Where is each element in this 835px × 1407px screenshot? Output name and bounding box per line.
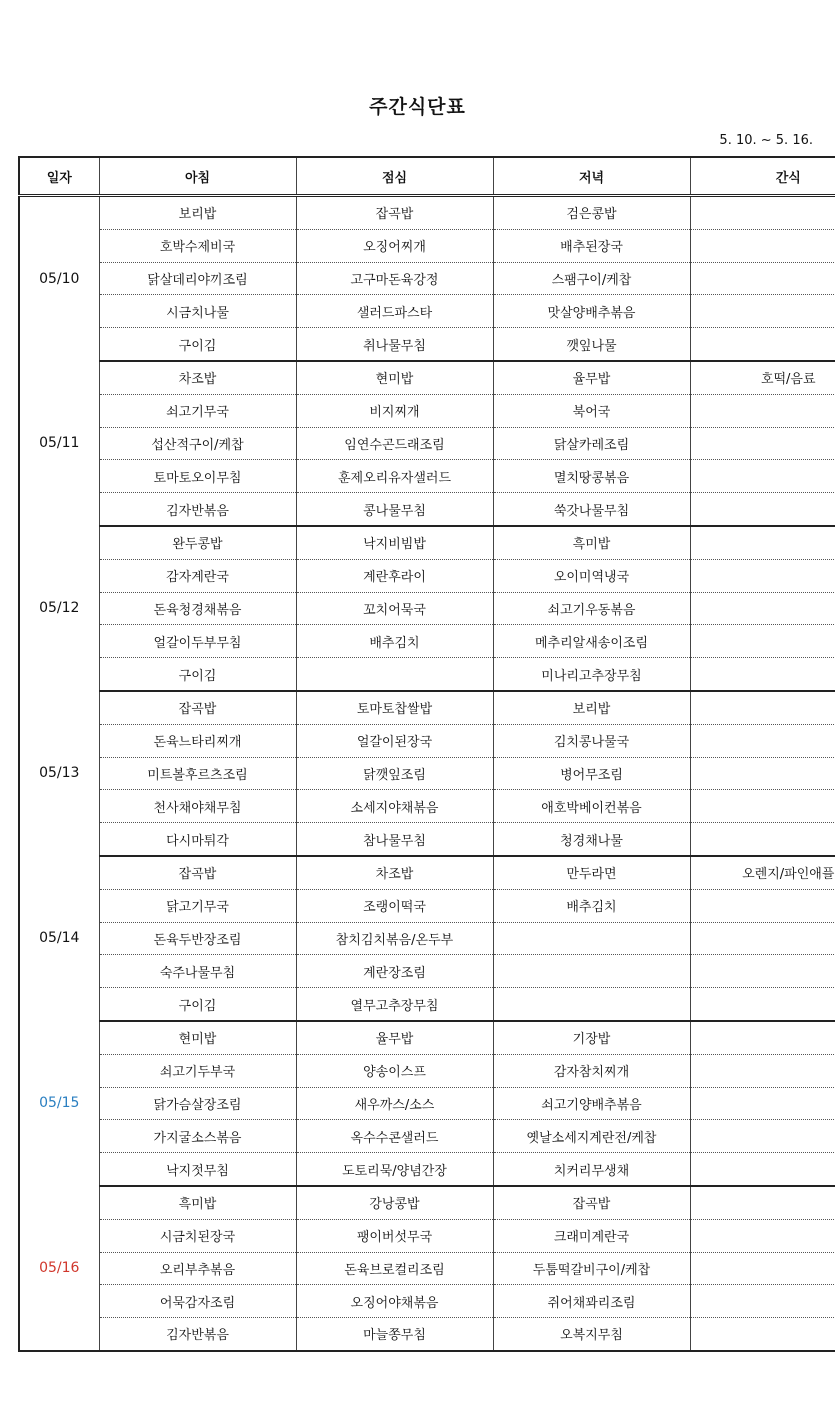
dinner-cell: 오복지무침	[493, 1318, 690, 1351]
snack-cell	[690, 757, 835, 790]
table-row	[19, 196, 835, 230]
breakfast-cell: 가지굴소스볶음	[99, 1120, 296, 1153]
lunch-cell: 꼬치어묵국	[296, 592, 493, 625]
snack-cell	[690, 1087, 835, 1120]
breakfast-cell: 잡곡밥	[99, 856, 296, 889]
table-row	[19, 856, 835, 889]
breakfast-cell: 낙지젓무침	[99, 1153, 296, 1186]
dinner-cell: 율무밥	[493, 361, 690, 394]
table-row	[19, 757, 835, 790]
breakfast-cell: 닭살데리야끼조림	[99, 262, 296, 295]
dinner-cell: 맛살양배추볶음	[493, 295, 690, 328]
table-row	[19, 691, 835, 724]
snack-cell	[690, 823, 835, 856]
lunch-cell	[296, 658, 493, 691]
lunch-cell: 양송이스프	[296, 1054, 493, 1087]
date-range: 5. 10. ~ 5. 16.	[719, 133, 813, 148]
table-row	[19, 460, 835, 493]
snack-cell	[690, 1021, 835, 1054]
dinner-cell: 미나리고추장무침	[493, 658, 690, 691]
lunch-cell: 토마토찹쌀밥	[296, 691, 493, 724]
snack-cell	[690, 955, 835, 988]
snack-cell	[690, 724, 835, 757]
table-row	[19, 1054, 835, 1087]
snack-cell	[690, 691, 835, 724]
breakfast-cell: 미트볼후르츠조림	[99, 757, 296, 790]
dinner-cell: 만두라면	[493, 856, 690, 889]
snack-cell	[690, 922, 835, 955]
snack-cell	[690, 790, 835, 823]
snack-cell	[690, 1219, 835, 1252]
page-title: 주간식단표	[369, 96, 466, 118]
dinner-cell: 스팸구이/케찹	[493, 262, 690, 295]
weekly-menu-table	[18, 156, 835, 1352]
breakfast-cell: 쇠고기무국	[99, 394, 296, 427]
dinner-cell: 김치콩나물국	[493, 724, 690, 757]
breakfast-cell: 돈육청경채볶음	[99, 592, 296, 625]
breakfast-cell: 다시마튀각	[99, 823, 296, 856]
snack-cell	[690, 1186, 835, 1219]
breakfast-cell: 쇠고기두부국	[99, 1054, 296, 1087]
dinner-cell: 두툼떡갈비구이/케찹	[493, 1252, 690, 1285]
snack-cell	[690, 1054, 835, 1087]
table-row	[19, 1252, 835, 1285]
lunch-cell: 계란후라이	[296, 559, 493, 592]
breakfast-cell: 천사채야채무침	[99, 790, 296, 823]
lunch-cell: 새우까스/소스	[296, 1087, 493, 1120]
date-cell: 05/16	[19, 1186, 99, 1351]
lunch-cell: 낙지비빔밥	[296, 526, 493, 559]
table-row	[19, 1120, 835, 1153]
snack-cell	[690, 427, 835, 460]
dinner-cell: 오이미역냉국	[493, 559, 690, 592]
snack-cell	[690, 1285, 835, 1318]
lunch-cell: 콩나물무침	[296, 493, 493, 526]
lunch-cell: 잡곡밥	[296, 196, 493, 230]
dinner-cell: 쇠고기양배추볶음	[493, 1087, 690, 1120]
table-row	[19, 262, 835, 295]
dinner-cell: 옛날소세지계란전/케찹	[493, 1120, 690, 1153]
dinner-cell	[493, 988, 690, 1021]
snack-cell	[690, 988, 835, 1021]
dinner-cell	[493, 922, 690, 955]
lunch-cell: 도토리묵/양념간장	[296, 1153, 493, 1186]
table-row	[19, 724, 835, 757]
table-row	[19, 922, 835, 955]
breakfast-cell: 돈육두반장조림	[99, 922, 296, 955]
date-cell: 05/11	[19, 361, 99, 526]
dinner-cell: 닭살카레조림	[493, 427, 690, 460]
table-row	[19, 493, 835, 526]
snack-cell	[690, 559, 835, 592]
lunch-cell: 조랭이떡국	[296, 889, 493, 922]
breakfast-cell: 닭가슴살장조림	[99, 1087, 296, 1120]
table-row	[19, 1153, 835, 1186]
lunch-cell: 돈육브로컬리조림	[296, 1252, 493, 1285]
breakfast-cell: 호박수제비국	[99, 229, 296, 262]
snack-cell	[690, 1153, 835, 1186]
dinner-cell: 잡곡밥	[493, 1186, 690, 1219]
breakfast-cell: 구이김	[99, 988, 296, 1021]
table-row	[19, 1087, 835, 1120]
snack-cell	[690, 460, 835, 493]
snack-cell	[690, 625, 835, 658]
lunch-cell: 마늘쫑무침	[296, 1318, 493, 1351]
breakfast-cell: 어묵감자조림	[99, 1285, 296, 1318]
menu-body	[19, 196, 835, 1351]
breakfast-cell: 잡곡밥	[99, 691, 296, 724]
table-row	[19, 658, 835, 691]
table-row	[19, 1186, 835, 1219]
snack-cell	[690, 229, 835, 262]
table-row	[19, 790, 835, 823]
table-row	[19, 1219, 835, 1252]
table-row	[19, 361, 835, 394]
date-cell: 05/14	[19, 856, 99, 1021]
header-breakfast: 아침	[99, 157, 296, 196]
breakfast-cell: 돈육느타리찌개	[99, 724, 296, 757]
lunch-cell: 임연수곤드래조림	[296, 427, 493, 460]
dinner-cell: 감자참치찌개	[493, 1054, 690, 1087]
table-row	[19, 592, 835, 625]
dinner-cell: 기장밥	[493, 1021, 690, 1054]
snack-cell	[690, 526, 835, 559]
dinner-cell: 흑미밥	[493, 526, 690, 559]
lunch-cell: 오징어야채볶음	[296, 1285, 493, 1318]
breakfast-cell: 흑미밥	[99, 1186, 296, 1219]
dinner-cell: 보리밥	[493, 691, 690, 724]
lunch-cell: 취나물무침	[296, 328, 493, 361]
breakfast-cell: 감자계란국	[99, 559, 296, 592]
table-row	[19, 526, 835, 559]
dinner-cell: 깻잎나물	[493, 328, 690, 361]
lunch-cell: 오징어찌개	[296, 229, 493, 262]
table-row	[19, 427, 835, 460]
header-dinner: 저녁	[493, 157, 690, 196]
dinner-cell: 쇠고기우동볶음	[493, 592, 690, 625]
lunch-cell: 소세지야채볶음	[296, 790, 493, 823]
snack-cell	[690, 295, 835, 328]
snack-cell	[690, 1120, 835, 1153]
breakfast-cell: 차조밥	[99, 361, 296, 394]
date-cell: 05/15	[19, 1021, 99, 1186]
date-cell: 05/12	[19, 526, 99, 691]
breakfast-cell: 섭산적구이/케찹	[99, 427, 296, 460]
table-row	[19, 559, 835, 592]
lunch-cell: 옥수수콘샐러드	[296, 1120, 493, 1153]
table-row	[19, 295, 835, 328]
table-row	[19, 955, 835, 988]
lunch-cell: 닭깻잎조림	[296, 757, 493, 790]
lunch-cell: 비지찌개	[296, 394, 493, 427]
lunch-cell: 율무밥	[296, 1021, 493, 1054]
snack-cell: 호떡/음료	[690, 361, 835, 394]
dinner-cell: 배추김치	[493, 889, 690, 922]
table-row	[19, 1285, 835, 1318]
lunch-cell: 열무고추장무침	[296, 988, 493, 1021]
dinner-cell: 치커리무생채	[493, 1153, 690, 1186]
snack-cell	[690, 262, 835, 295]
table-row	[19, 394, 835, 427]
lunch-cell: 현미밥	[296, 361, 493, 394]
dinner-cell: 검은콩밥	[493, 196, 690, 230]
lunch-cell: 차조밥	[296, 856, 493, 889]
breakfast-cell: 오리부추볶음	[99, 1252, 296, 1285]
snack-cell	[690, 493, 835, 526]
table-row	[19, 1318, 835, 1351]
lunch-cell: 팽이버섯무국	[296, 1219, 493, 1252]
lunch-cell: 강낭콩밥	[296, 1186, 493, 1219]
table-row	[19, 823, 835, 856]
lunch-cell: 훈제오리유자샐러드	[296, 460, 493, 493]
table-row	[19, 889, 835, 922]
dinner-cell: 크래미계란국	[493, 1219, 690, 1252]
breakfast-cell: 현미밥	[99, 1021, 296, 1054]
snack-cell	[690, 1252, 835, 1285]
dinner-cell: 애호박베이컨볶음	[493, 790, 690, 823]
lunch-cell: 계란장조림	[296, 955, 493, 988]
table-row	[19, 988, 835, 1021]
breakfast-cell: 시금치나물	[99, 295, 296, 328]
breakfast-cell: 토마토오이무침	[99, 460, 296, 493]
breakfast-cell: 숙주나물무침	[99, 955, 296, 988]
breakfast-cell: 구이김	[99, 328, 296, 361]
breakfast-cell: 시금치된장국	[99, 1219, 296, 1252]
breakfast-cell: 보리밥	[99, 196, 296, 230]
dinner-cell: 청경채나물	[493, 823, 690, 856]
date-cell: 05/10	[19, 196, 99, 361]
dinner-cell: 배추된장국	[493, 229, 690, 262]
breakfast-cell: 김자반볶음	[99, 493, 296, 526]
breakfast-cell: 얼갈이두부무침	[99, 625, 296, 658]
dinner-cell: 멸치땅콩볶음	[493, 460, 690, 493]
lunch-cell: 배추김치	[296, 625, 493, 658]
dinner-cell: 메추리알새송이조림	[493, 625, 690, 658]
header-snack: 간식	[690, 157, 835, 196]
dinner-cell: 병어무조림	[493, 757, 690, 790]
snack-cell	[690, 592, 835, 625]
table-row	[19, 1021, 835, 1054]
header-lunch: 점심	[296, 157, 493, 196]
lunch-cell: 얼갈이된장국	[296, 724, 493, 757]
snack-cell	[690, 196, 835, 230]
table-row	[19, 328, 835, 361]
lunch-cell: 참치김치볶음/온두부	[296, 922, 493, 955]
header-date: 일자	[19, 157, 99, 196]
dinner-cell: 쑥갓나물무침	[493, 493, 690, 526]
header-row	[19, 157, 835, 196]
breakfast-cell: 김자반볶음	[99, 1318, 296, 1351]
snack-cell	[690, 658, 835, 691]
table-row	[19, 625, 835, 658]
lunch-cell: 참나물무침	[296, 823, 493, 856]
snack-cell	[690, 1318, 835, 1351]
snack-cell	[690, 394, 835, 427]
breakfast-cell: 닭고기무국	[99, 889, 296, 922]
snack-cell: 오렌지/파인애플	[690, 856, 835, 889]
snack-cell	[690, 328, 835, 361]
lunch-cell: 고구마돈육강정	[296, 262, 493, 295]
table-row	[19, 229, 835, 262]
date-cell: 05/13	[19, 691, 99, 856]
snack-cell	[690, 889, 835, 922]
breakfast-cell: 구이김	[99, 658, 296, 691]
dinner-cell: 쥐어채꽈리조림	[493, 1285, 690, 1318]
breakfast-cell: 완두콩밥	[99, 526, 296, 559]
dinner-cell	[493, 955, 690, 988]
lunch-cell: 샐러드파스타	[296, 295, 493, 328]
dinner-cell: 북어국	[493, 394, 690, 427]
